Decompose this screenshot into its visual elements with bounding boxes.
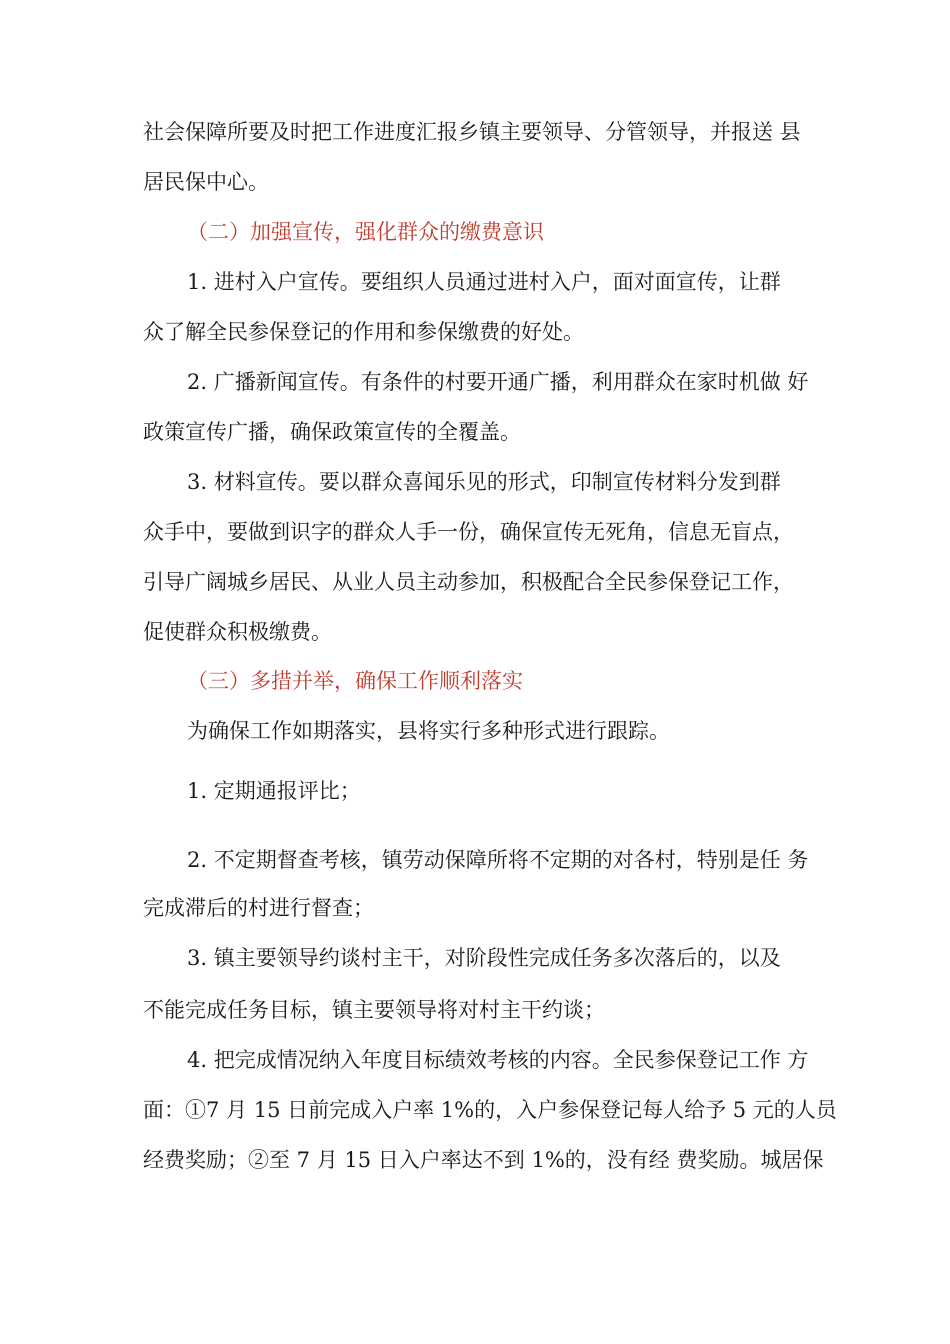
paragraph-line: 促使群众积极缴费。: [143, 620, 332, 644]
paragraph-line: 3. 材料宣传。要以群众喜闻乐见的形式，印制宣传材料分发到群: [187, 470, 781, 494]
paragraph-line: 众了解全民参保登记的作用和参保缴费的好处。: [143, 320, 584, 344]
paragraph-line: 2. 广播新闻宣传。有条件的村要开通广播，利用群众在家时机做 好: [187, 370, 809, 394]
paragraph-line: 引导广阔城乡居民、从业人员主动参加，积极配合全民参保登记工作，: [143, 570, 794, 594]
paragraph-line: 为确保工作如期落实，县将实行多种形式进行跟踪。: [187, 719, 670, 743]
paragraph-line: 社会保障所要及时把工作进度汇报乡镇主要领导、分管领导，并报送 县: [143, 120, 801, 144]
paragraph-line: 众手中，要做到识字的群众人手一份，确保宣传无死角，信息无盲点，: [143, 520, 794, 544]
list-item: 2. 不定期督查考核，镇劳动保障所将不定期的对各村，特别是任 务: [187, 848, 809, 872]
paragraph-line: 1. 进村入户宣传。要组织人员通过进村入户，面对面宣传，让群: [187, 270, 781, 294]
paragraph-line: 完成滞后的村进行督查；: [143, 896, 374, 920]
paragraph-line: 不能完成任务目标，镇主要领导将对村主干约谈；: [143, 998, 605, 1022]
paragraph-line: 居民保中心。: [143, 170, 269, 194]
paragraph-line: 政策宣传广播，确保政策宣传的全覆盖。: [143, 420, 521, 444]
paragraph-line: 经费奖励；②至 7 月 15 日入户率达不到 1%的，没有经 费奖励。城居保: [143, 1148, 824, 1172]
paragraph-line: 面：①7 月 15 日前完成入户率 1%的，入户参保登记每人给予 5 元的人员: [143, 1098, 837, 1122]
section-heading-2: （二）加强宣传，强化群众的缴费意识: [187, 220, 544, 244]
list-item: 4. 把完成情况纳入年度目标绩效考核的内容。全民参保登记工作 方: [187, 1048, 809, 1072]
section-heading-3: （三）多措并举，确保工作顺利落实: [187, 669, 523, 693]
list-item: 1. 定期通报评比；: [187, 779, 361, 803]
list-item: 3. 镇主要领导约谈村主干，对阶段性完成任务多次落后的，以及: [187, 946, 781, 970]
